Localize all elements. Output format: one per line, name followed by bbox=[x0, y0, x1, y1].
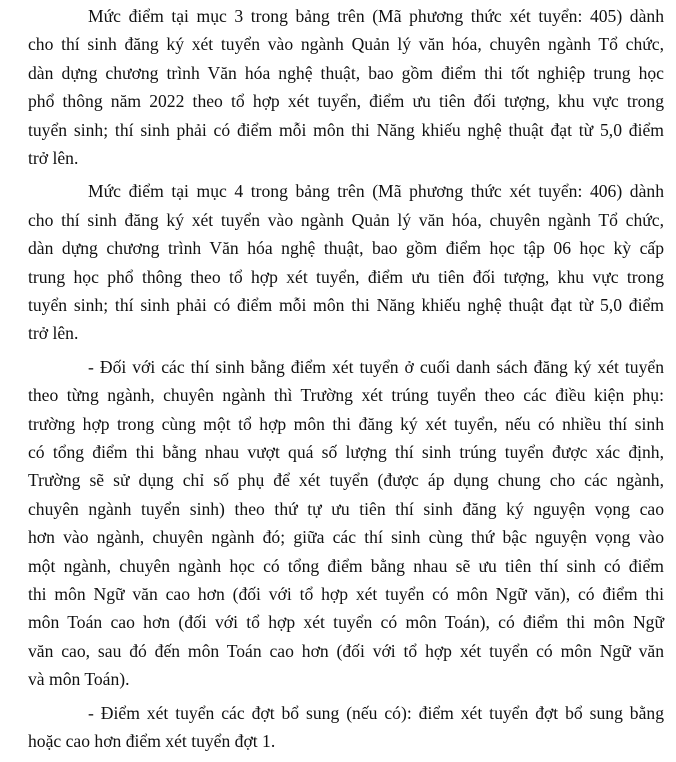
text-line: và môn Toán). bbox=[28, 669, 130, 689]
text-line: tuyển sinh; thí sinh phải có điểm mỗi môn thi Năng khiếu nghệ thuật đạt từ 5,0 điểm bbox=[28, 295, 664, 315]
text-line: môn Toán cao hơn (đối với tổ hợp xét tuyển có môn Toán), có điểm thi môn Ngữ bbox=[28, 612, 664, 632]
text-line: - Điểm xét tuyển các đợt bổ sung (nếu có): điểm xét tuyển đợt bổ sung bằng bbox=[88, 703, 664, 723]
text-line: trung học phổ thông theo tổ hợp xét tuyển, điểm ưu tiên đối tượng, khu vực trong bbox=[28, 267, 664, 287]
text-line: dàn dựng chương trình Văn hóa nghệ thuật, bao gồm điểm học tập 06 học kỳ cấp bbox=[28, 238, 664, 258]
text-line: theo từng ngành, chuyên ngành thì Trường xét trúng tuyển theo các điều kiện phụ: bbox=[28, 385, 664, 405]
text-line: hoặc cao hơn điểm xét tuyển đợt 1. bbox=[28, 731, 276, 751]
text-line: văn cao, sau đó đến môn Toán cao hơn (đối với tổ hợp xét tuyển có môn Ngữ văn bbox=[28, 641, 664, 661]
text-line: - Đối với các thí sinh bằng điểm xét tuyển ở cuối danh sách đăng ký xét tuyển bbox=[88, 357, 664, 377]
text-line: có tổng điểm thi bằng nhau vượt quá số lượng thí sinh trúng tuyển được xác định, bbox=[28, 442, 664, 462]
text-line: Mức điểm tại mục 4 trong bảng trên (Mã phương thức xét tuyển: 406) dành bbox=[88, 181, 664, 201]
text-line: trở lên. bbox=[28, 148, 79, 168]
text-line: phổ thông năm 2022 theo tổ hợp xét tuyển, điểm ưu tiên đối tượng, khu vực trong bbox=[28, 91, 664, 111]
text-line: chuyên ngành tuyển sinh) theo thứ tự ưu tiên thí sinh đăng ký nguyện vọng cao bbox=[28, 499, 664, 519]
text-line: thi môn Ngữ văn cao hơn (đối với tổ hợp xét tuyển có môn Ngữ văn), có điểm thi bbox=[28, 584, 664, 604]
text-line: cho thí sinh đăng ký xét tuyển vào ngành Quản lý văn hóa, chuyên ngành Tổ chức, bbox=[28, 34, 664, 54]
text-line: tuyển sinh; thí sinh phải có điểm mỗi môn thi Năng khiếu nghệ thuật đạt từ 5,0 điểm bbox=[28, 120, 664, 140]
text-line: trường hợp trong cùng một tổ hợp môn thi đăng ký xét tuyển, nếu có nhiều thí sinh bbox=[28, 414, 664, 434]
text-line: cho thí sinh đăng ký xét tuyển vào ngành Quản lý văn hóa, chuyên ngành Tổ chức, bbox=[28, 210, 664, 230]
text-line: trở lên. bbox=[28, 323, 79, 343]
text-line: dàn dựng chương trình Văn hóa nghệ thuật, bao gồm điểm thi tốt nghiệp trung học bbox=[28, 63, 664, 83]
text-line: hơn vào ngành, chuyên ngành đó; giữa các thí sinh cùng thứ bậc nguyện vọng vào bbox=[28, 527, 664, 547]
text-line: Mức điểm tại mục 3 trong bảng trên (Mã phương thức xét tuyển: 405) dành bbox=[88, 6, 664, 26]
text-line: một ngành, chuyên ngành học có tổng điểm bằng nhau sẽ ưu tiên thí sinh có điểm bbox=[28, 556, 664, 576]
text-line: Trường sẽ sử dụng chỉ số phụ để xét tuyển (được áp dụng chung cho các ngành, bbox=[28, 470, 664, 490]
